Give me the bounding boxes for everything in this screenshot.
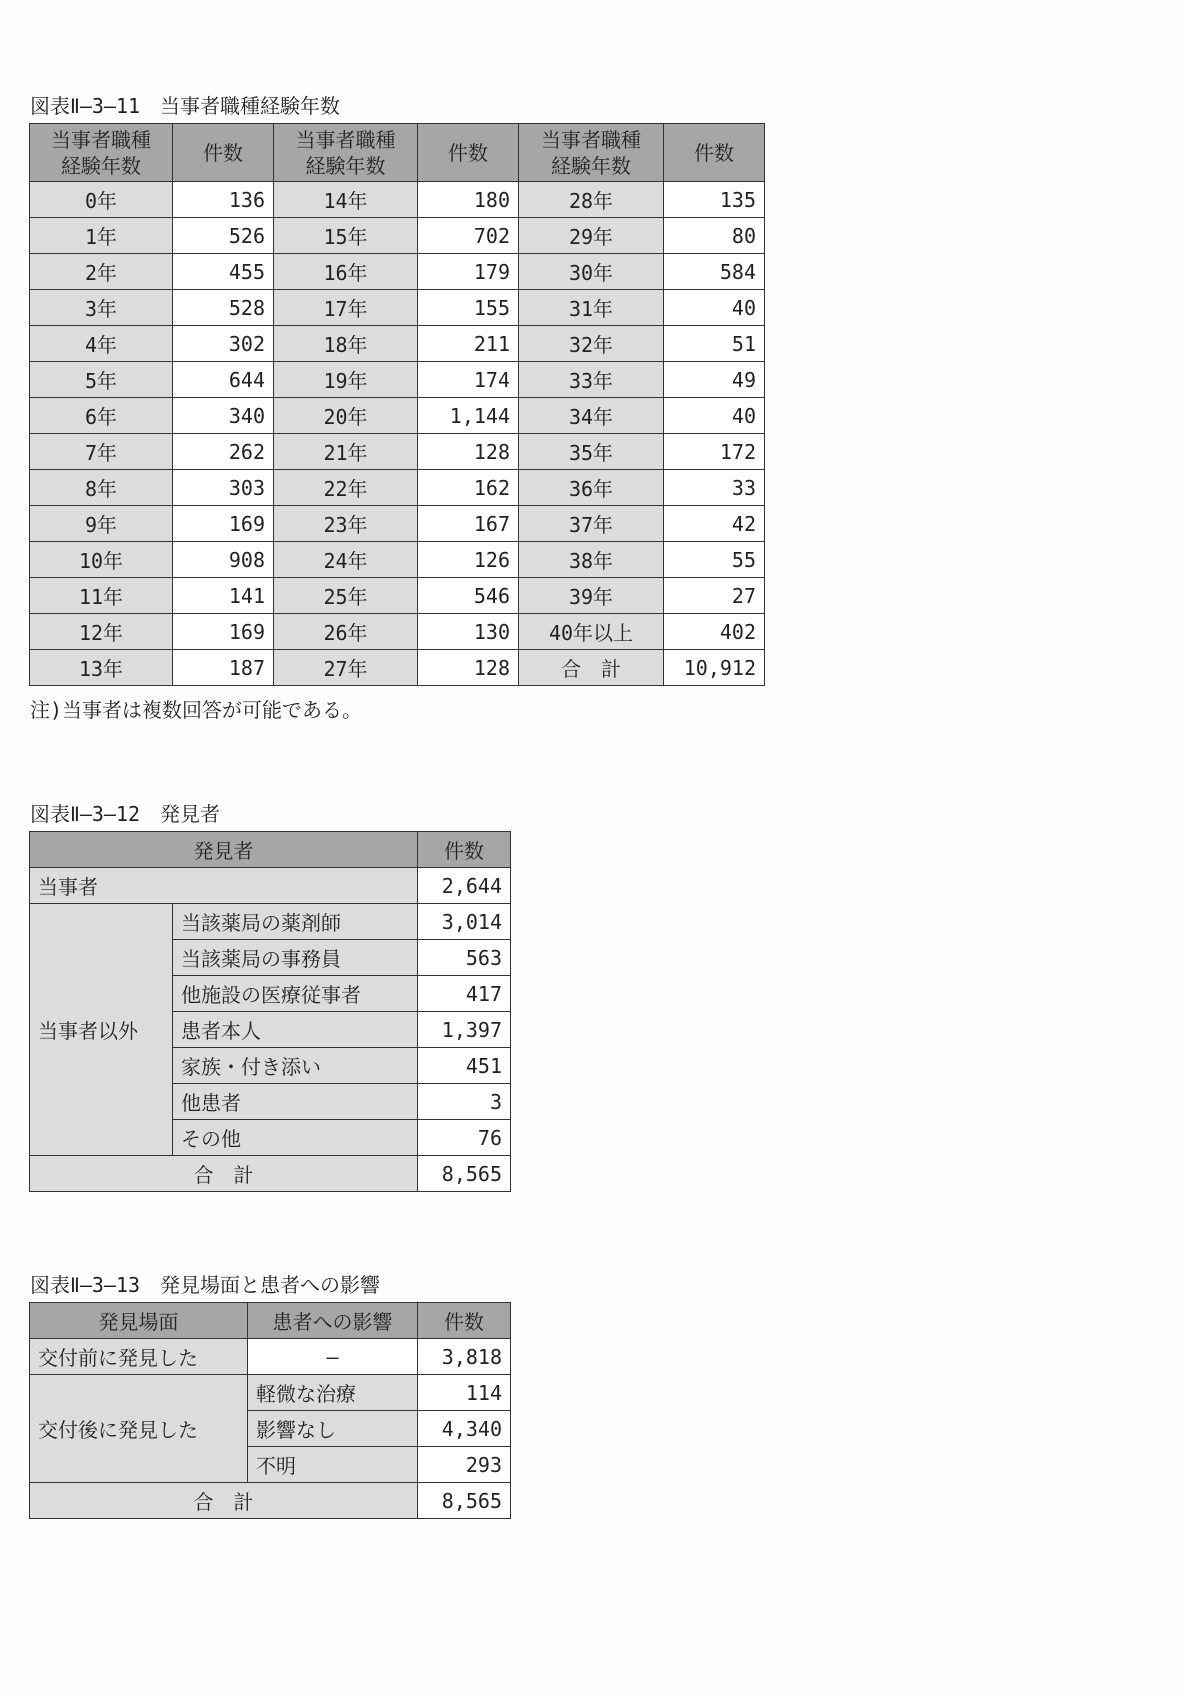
discoverer-cell: その他 xyxy=(173,1120,418,1156)
table13-caption: 図表Ⅱ―3―13 発見場面と患者への影響 xyxy=(30,1273,381,1297)
years-cell: 23年 xyxy=(274,506,418,542)
header-years: 当事者職種 経験年数 xyxy=(30,124,173,182)
count-cell: 128 xyxy=(418,434,519,470)
table-row xyxy=(30,506,765,542)
count-cell: 27 xyxy=(664,578,765,614)
discoverer-cell: 当該薬局の事務員 xyxy=(173,940,418,976)
count-cell: 702 xyxy=(418,218,519,254)
count-cell: 528 xyxy=(173,290,274,326)
before-label: 交付前に発見した xyxy=(30,1339,248,1375)
count-cell: 563 xyxy=(418,940,511,976)
years-cell: 25年 xyxy=(274,578,418,614)
years-cell: 12年 xyxy=(30,614,173,650)
header-count: 件数 xyxy=(418,124,519,182)
header-effect: 患者への影響 xyxy=(248,1303,418,1339)
count-cell: 402 xyxy=(664,614,765,650)
count-cell: 3,014 xyxy=(418,904,511,940)
years-cell: 2年 xyxy=(30,254,173,290)
total-label: 合 計 xyxy=(30,1483,418,1519)
count-cell: 126 xyxy=(418,542,519,578)
count-cell: 262 xyxy=(173,434,274,470)
effect-cell: 不明 xyxy=(248,1447,418,1483)
count-cell: 180 xyxy=(418,182,519,218)
years-cell: 21年 xyxy=(274,434,418,470)
count-cell: 179 xyxy=(418,254,519,290)
count-cell: 546 xyxy=(418,578,519,614)
before-effect: ― xyxy=(248,1339,418,1375)
years-cell: 17年 xyxy=(274,290,418,326)
years-cell: 14年 xyxy=(274,182,418,218)
count-cell: 128 xyxy=(418,650,519,686)
effect-cell: 軽微な治療 xyxy=(248,1375,418,1411)
discoverer-cell: 他施設の医療従事者 xyxy=(173,976,418,1012)
count-cell: 80 xyxy=(664,218,765,254)
count-cell: 130 xyxy=(418,614,519,650)
count-cell: 51 xyxy=(664,326,765,362)
header-count: 件数 xyxy=(664,124,765,182)
header-count: 件数 xyxy=(418,1303,511,1339)
years-cell: 22年 xyxy=(274,470,418,506)
total-count: 8,565 xyxy=(418,1156,511,1192)
years-cell: 32年 xyxy=(519,326,664,362)
table-row xyxy=(30,398,765,434)
table-row xyxy=(30,904,511,940)
years-cell: 合 計 xyxy=(519,650,664,686)
header-count: 件数 xyxy=(418,832,511,868)
years-cell: 24年 xyxy=(274,542,418,578)
years-cell: 33年 xyxy=(519,362,664,398)
years-cell: 20年 xyxy=(274,398,418,434)
total-row xyxy=(30,1156,511,1192)
years-cell: 30年 xyxy=(519,254,664,290)
count-cell: 417 xyxy=(418,976,511,1012)
table-row xyxy=(30,578,765,614)
table11-note: 注)当事者は複数回答が可能である。 xyxy=(30,698,363,722)
effect-cell: 影響なし xyxy=(248,1411,418,1447)
table-row xyxy=(30,470,765,506)
count-cell: 114 xyxy=(418,1375,511,1411)
years-cell: 35年 xyxy=(519,434,664,470)
years-cell: 31年 xyxy=(519,290,664,326)
years-cell: 1年 xyxy=(30,218,173,254)
header-scene: 発見場面 xyxy=(30,1303,248,1339)
years-cell: 18年 xyxy=(274,326,418,362)
total-row xyxy=(30,1483,511,1519)
years-cell: 13年 xyxy=(30,650,173,686)
table-row xyxy=(30,1375,511,1411)
years-cell: 39年 xyxy=(519,578,664,614)
table-row xyxy=(30,182,765,218)
table-row xyxy=(30,362,765,398)
count-cell: 33 xyxy=(664,470,765,506)
years-cell: 9年 xyxy=(30,506,173,542)
count-cell: 10,912 xyxy=(664,650,765,686)
count-cell: 42 xyxy=(664,506,765,542)
table-row xyxy=(30,254,765,290)
years-cell: 10年 xyxy=(30,542,173,578)
years-cell: 40年以上 xyxy=(519,614,664,650)
count-cell: 49 xyxy=(664,362,765,398)
discoverer-cell: 当該薬局の薬剤師 xyxy=(173,904,418,940)
count-cell: 303 xyxy=(173,470,274,506)
table-row xyxy=(30,868,511,904)
after-label: 交付後に発見した xyxy=(30,1375,248,1483)
count-cell: 174 xyxy=(418,362,519,398)
table13-header-row xyxy=(30,1303,511,1339)
discoverer-table xyxy=(29,831,511,1192)
table-row xyxy=(30,218,765,254)
count-cell: 162 xyxy=(418,470,519,506)
table-row xyxy=(30,326,765,362)
years-cell: 8年 xyxy=(30,470,173,506)
years-cell: 29年 xyxy=(519,218,664,254)
years-cell: 37年 xyxy=(519,506,664,542)
before-count: 3,818 xyxy=(418,1339,511,1375)
count-cell: 167 xyxy=(418,506,519,542)
header-discoverer: 発見者 xyxy=(30,832,418,868)
total-count: 8,565 xyxy=(418,1483,511,1519)
count-cell: 169 xyxy=(173,614,274,650)
years-cell: 0年 xyxy=(30,182,173,218)
discoverer-cell: 家族・付き添い xyxy=(173,1048,418,1084)
experience-years-table xyxy=(29,123,765,686)
count-cell: 136 xyxy=(173,182,274,218)
header-count: 件数 xyxy=(173,124,274,182)
table-row xyxy=(30,614,765,650)
years-cell: 36年 xyxy=(519,470,664,506)
count-cell: 526 xyxy=(173,218,274,254)
table-row xyxy=(30,650,765,686)
count-cell: 584 xyxy=(664,254,765,290)
count-cell: 455 xyxy=(173,254,274,290)
count-cell: 451 xyxy=(418,1048,511,1084)
years-cell: 34年 xyxy=(519,398,664,434)
count-cell: 76 xyxy=(418,1120,511,1156)
years-cell: 26年 xyxy=(274,614,418,650)
years-cell: 4年 xyxy=(30,326,173,362)
years-cell: 27年 xyxy=(274,650,418,686)
count-cell: 1,144 xyxy=(418,398,519,434)
years-cell: 16年 xyxy=(274,254,418,290)
years-cell: 3年 xyxy=(30,290,173,326)
count-cell: 211 xyxy=(418,326,519,362)
total-label: 合 計 xyxy=(30,1156,418,1192)
header-years: 当事者職種 経験年数 xyxy=(274,124,418,182)
count-cell: 644 xyxy=(173,362,274,398)
count-cell: 169 xyxy=(173,506,274,542)
table-row xyxy=(30,290,765,326)
years-cell: 15年 xyxy=(274,218,418,254)
count-cell: 340 xyxy=(173,398,274,434)
self-label: 当事者 xyxy=(30,868,418,904)
count-cell: 302 xyxy=(173,326,274,362)
count-cell: 1,397 xyxy=(418,1012,511,1048)
table-row xyxy=(30,542,765,578)
table12-caption: 図表Ⅱ―3―12 発見者 xyxy=(30,802,221,826)
discoverer-cell: 他患者 xyxy=(173,1084,418,1120)
years-cell: 19年 xyxy=(274,362,418,398)
years-cell: 7年 xyxy=(30,434,173,470)
count-cell: 172 xyxy=(664,434,765,470)
table12-header-row xyxy=(30,832,511,868)
years-cell: 38年 xyxy=(519,542,664,578)
count-cell: 141 xyxy=(173,578,274,614)
years-cell: 5年 xyxy=(30,362,173,398)
count-cell: 908 xyxy=(173,542,274,578)
count-cell: 187 xyxy=(173,650,274,686)
others-label: 当事者以外 xyxy=(30,904,173,1156)
discoverer-cell: 患者本人 xyxy=(173,1012,418,1048)
table11-caption: 図表Ⅱ―3―11 当事者職種経験年数 xyxy=(30,94,341,118)
years-cell: 28年 xyxy=(519,182,664,218)
header-years: 当事者職種 経験年数 xyxy=(519,124,664,182)
table-row xyxy=(30,1339,511,1375)
count-cell: 40 xyxy=(664,290,765,326)
count-cell: 155 xyxy=(418,290,519,326)
count-cell: 293 xyxy=(418,1447,511,1483)
scene-effect-table xyxy=(29,1302,511,1519)
count-cell: 55 xyxy=(664,542,765,578)
years-cell: 11年 xyxy=(30,578,173,614)
count-cell: 135 xyxy=(664,182,765,218)
count-cell: 4,340 xyxy=(418,1411,511,1447)
table-row xyxy=(30,434,765,470)
table11-header-row xyxy=(30,124,765,182)
self-count: 2,644 xyxy=(418,868,511,904)
count-cell: 3 xyxy=(418,1084,511,1120)
count-cell: 40 xyxy=(664,398,765,434)
years-cell: 6年 xyxy=(30,398,173,434)
